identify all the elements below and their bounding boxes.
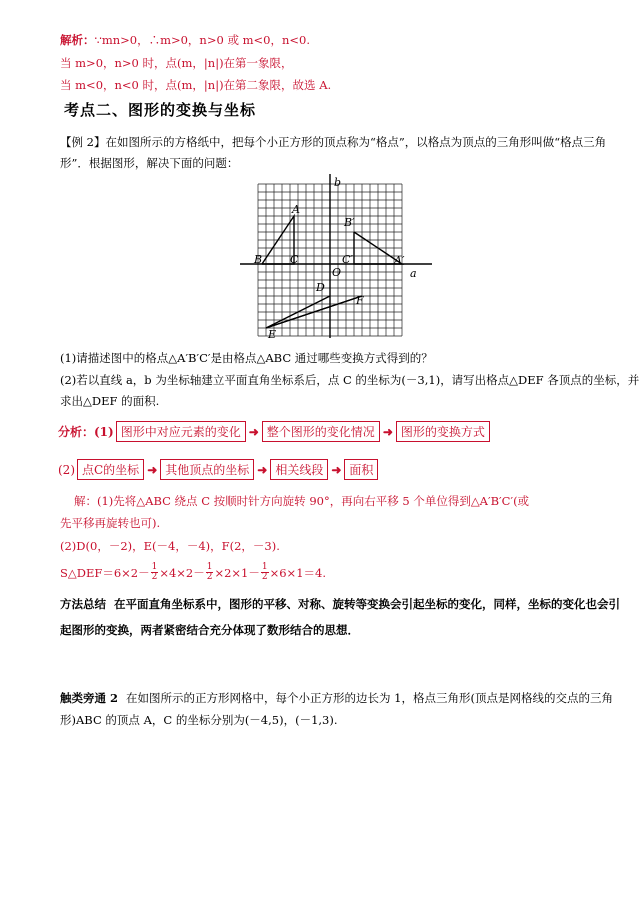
arrow-icon: ➜	[257, 462, 268, 477]
flow2-prefix: (2)	[58, 462, 75, 477]
label-C1: C′	[342, 253, 353, 266]
flow2-step-3: 相关线段	[270, 459, 328, 480]
half-den: 2	[261, 572, 268, 582]
flow1-prefix: 分析：(1)	[58, 425, 114, 439]
solution-line-3: (2)D(0，－2)，E(－4，－4)，F(2，－3).	[60, 539, 280, 553]
flow1-step-3: 图形的变换方式	[396, 421, 490, 442]
label-A1: A′	[394, 254, 405, 267]
analysis-flow-2	[58, 459, 380, 480]
label-A: A	[292, 203, 300, 216]
analysis-flow-1	[58, 421, 492, 442]
label-E: E	[268, 328, 277, 341]
half-den: 2	[206, 572, 213, 582]
flow1-step-2: 整个图形的变化情况	[262, 421, 380, 442]
label-F: F	[356, 294, 364, 307]
label-b: b	[334, 176, 342, 189]
flow2-step-4: 面积	[344, 459, 378, 480]
question-2-line-2: 求出△DEF 的面积.	[60, 394, 160, 408]
example2-line-1: 【例 2】在如图所示的方格纸中，把每个小正方形的顶点称为“格点”，以格点为顶点的三角形叫做“格点三角	[60, 135, 607, 149]
practice-line-2: 形)ABC 的顶点 A，C 的坐标分别为(－4,5)，(－1,3).	[60, 713, 338, 727]
analysis-text-1: ∵mn>0，∴m>0，n>0 或 m<0，n<0.	[94, 33, 310, 47]
area-lhs: S△DEF＝6×2－	[60, 565, 150, 580]
label-B: B	[254, 253, 263, 266]
half-fraction	[151, 563, 159, 582]
label-C: C	[290, 253, 299, 266]
arrow-icon: ➜	[382, 424, 393, 439]
method-label: 方法总结	[60, 597, 106, 611]
label-B1: B′	[344, 216, 355, 229]
half-num: 1	[206, 562, 213, 572]
half-fraction	[206, 563, 214, 582]
label-D: D	[316, 281, 325, 294]
practice-label: 触类旁通 2	[60, 691, 119, 705]
practice-text-1: 在如图所示的正方形网格中，每个小正方形的边长为 1，格点三角形(顶点是网格线的交点的三角	[126, 691, 613, 705]
solution-line-1: 解：(1)先将△ABC 绕点 C 按顺时针方向旋转 90°，再向右平移 5 个单位得到△A′B′C′(或	[74, 494, 530, 508]
area-mid-1: ×4×2－	[159, 565, 205, 580]
solution-area-formula	[60, 563, 326, 582]
half-den: 2	[151, 572, 158, 582]
analysis-line-3: 当 m<0，n<0 时，点(m，|n|)在第二象限，故选 A.	[60, 78, 332, 92]
method-text-1: 在平面直角坐标系中，图形的平移、对称、旋转等变换会引起坐标的变化，同样，坐标的变化也会引	[114, 597, 620, 611]
half-num: 1	[261, 562, 268, 572]
label-a: a	[410, 267, 417, 280]
arrow-icon: ➜	[147, 462, 158, 477]
practice-line-1	[60, 690, 613, 706]
solution-line-2: 先平移再旋转也可).	[60, 516, 161, 530]
example2-line-2: 形”．根据图形，解决下面的问题：	[60, 156, 239, 170]
flow1-step-1: 图形中对应元素的变化	[116, 421, 246, 442]
half-fraction	[261, 563, 269, 582]
arrow-icon: ➜	[331, 462, 342, 477]
method-line-1	[60, 596, 620, 612]
flow2-step-1: 点C的坐标	[77, 459, 144, 480]
analysis-line-2: 当 m>0，n>0 时，点(m，|n|)在第一象限，	[60, 56, 293, 70]
question-1: (1)请描述图中的格点△A′B′C′是由格点△ABC 通过哪些变换方式得到的？	[60, 351, 433, 365]
area-end: ×6×1＝4.	[269, 565, 326, 580]
analysis-line-1	[60, 32, 310, 48]
label-O: O	[332, 266, 342, 279]
method-line-2: 起图形的变换，两者紧密结合充分体现了数形结合的思想．	[60, 623, 359, 637]
arrow-icon: ➜	[248, 424, 259, 439]
section-title: 考点二、图形的变换与坐标	[64, 101, 257, 119]
flow2-step-2: 其他顶点的坐标	[160, 459, 254, 480]
half-num: 1	[151, 562, 158, 572]
question-2-line-1: (2)若以直线 a，b 为坐标轴建立平面直角坐标系后，点 C 的坐标为(－3,1)，请写出格点△DEF 各顶点的坐标，并	[60, 373, 640, 387]
area-mid-2: ×2×1－	[214, 565, 260, 580]
analysis-label: 解析：	[60, 33, 95, 47]
grid-figure	[236, 172, 436, 342]
